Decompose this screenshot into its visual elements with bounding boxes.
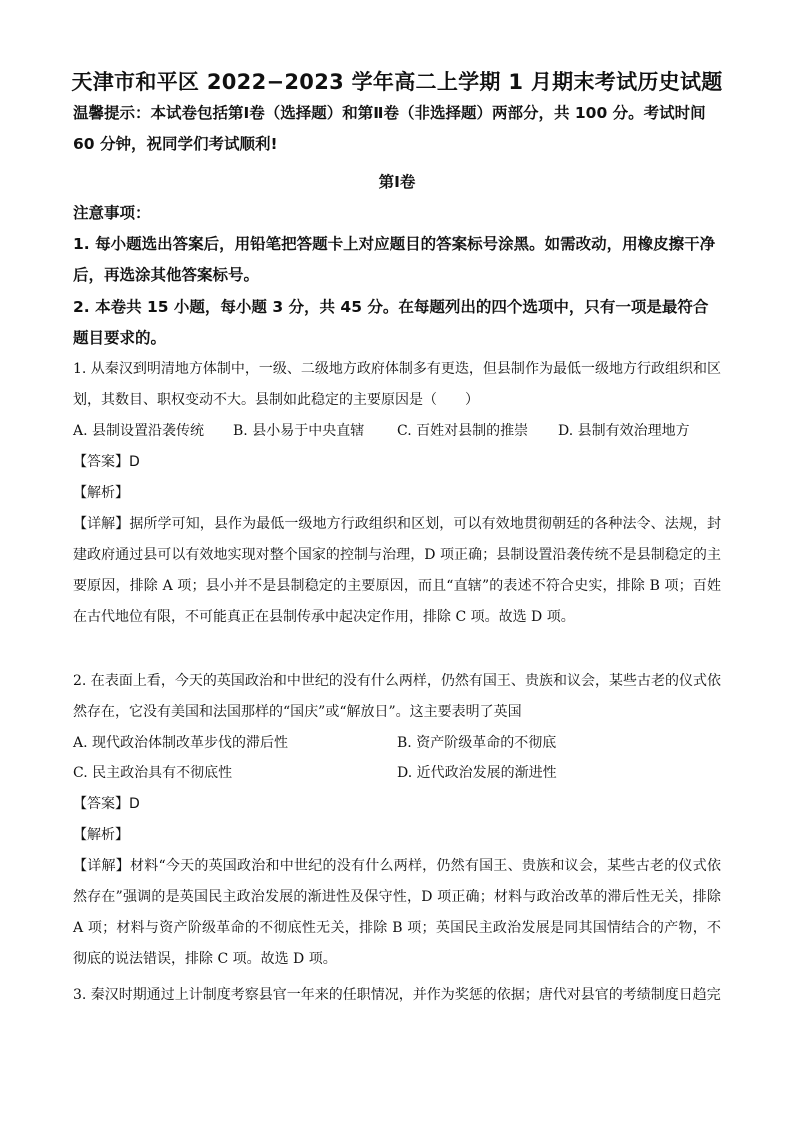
q2-analysis-label: 【解析】 [73,827,129,843]
notes-title: 注意事项： [73,204,151,222]
exam-tip: 温馨提示：本试卷包括第Ⅰ卷（选择题）和第Ⅱ卷（非选择题）两部分，共 100 分。考试时间 60 分钟，祝同学们考试顺利! [73,104,706,153]
q1-answer: 【答案】D [73,454,140,470]
q1-option-b: B. 县小易于中央直辖 [233,423,365,439]
q2-options-row2 [73,758,721,788]
q2-option-d: D. 近代政治发展的渐进性 [397,765,557,781]
q2-answer: 【答案】D [73,796,140,812]
exam-title: 天津市和平区 2022−2023 学年高二上学期 1 月期末考试历史试题 [71,70,723,94]
q2-options-row1 [73,728,721,758]
note-2: 2. 本卷共 15 小题，每小题 3 分，共 45 分。在每题列出的四个选项中，只有一项是最符合题目要求的。 [73,298,709,347]
q2-option-a: A. 现代政治体制改革步伐的滞后性 [73,735,289,751]
q2-detail: 【详解】材料“今天的英国政治和中世纪的没有什么两样，仍然有国王、贵族和议会，某些古老的仪式依然存在”强调的是英国民主政治发展的渐进性及保守性，D 项正确；材料与政治改革的滞后性无关，排除 A 项；材料与资产阶级革命的不彻底性无关，排除 B 项；英国民主政治发展是同其国情结合的产物，不彻底的说法错误，排除 C 项。故选 D 项。 [73,858,721,967]
q2-option-b: B. 资产阶级革命的不彻底 [397,735,557,751]
q2-option-c: C. 民主政治具有不彻底性 [73,765,233,781]
q1-option-d: D. 县制有效治理地方 [558,423,690,439]
q3-stem: 3. 秦汉时期通过上计制度考察县官一年来的任职情况，并作为奖惩的依据；唐代对县官的考绩制度日趋完 [73,987,721,1003]
q1-detail: 【详解】据所学可知，县作为最低一级地方行政组织和区划，可以有效地贯彻朝廷的各种法令、法规，封建政府通过县可以有效地实现对整个国家的控制与治理，D 项正确；县制设置沿袭传统不是县制稳定的主要原因，排除 A 项；县小并不是县制稳定的主要原因，而且“直辖”的表述不符合史实，排除 B 项；百姓在古代地位有限，不可能真正在县制传承中起决定作用，排除 C 项。故选 D 项。 [73,516,721,625]
section-title: 第Ⅰ卷 [378,173,416,191]
note-1: 1. 每小题选出答案后，用铅笔把答题卡上对应题目的答案标号涂黑。如需改动，用橡皮擦干净后，再选涂其他答案标号。 [73,235,716,284]
q2-stem: 2. 在表面上看，今天的英国政治和中世纪的没有什么两样，仍然有国王、贵族和议会，某些古老的仪式依然存在，它没有美国和法国那样的“国庆”或“解放日”。这主要表明了英国 [73,673,721,720]
q1-option-c: C. 百姓对县制的推崇 [397,423,529,439]
q1-analysis-label: 【解析】 [73,485,129,501]
q1-stem: 1. 从秦汉到明清地方体制中，一级、二级地方政府体制多有更迭，但县制作为最低一级地方行政组织和区划，其数目、职权变动不大。县制如此稳定的主要原因是（ ） [73,361,721,408]
q1-options [73,416,721,446]
q1-option-a: A. 县制设置沿袭传统 [73,423,205,439]
